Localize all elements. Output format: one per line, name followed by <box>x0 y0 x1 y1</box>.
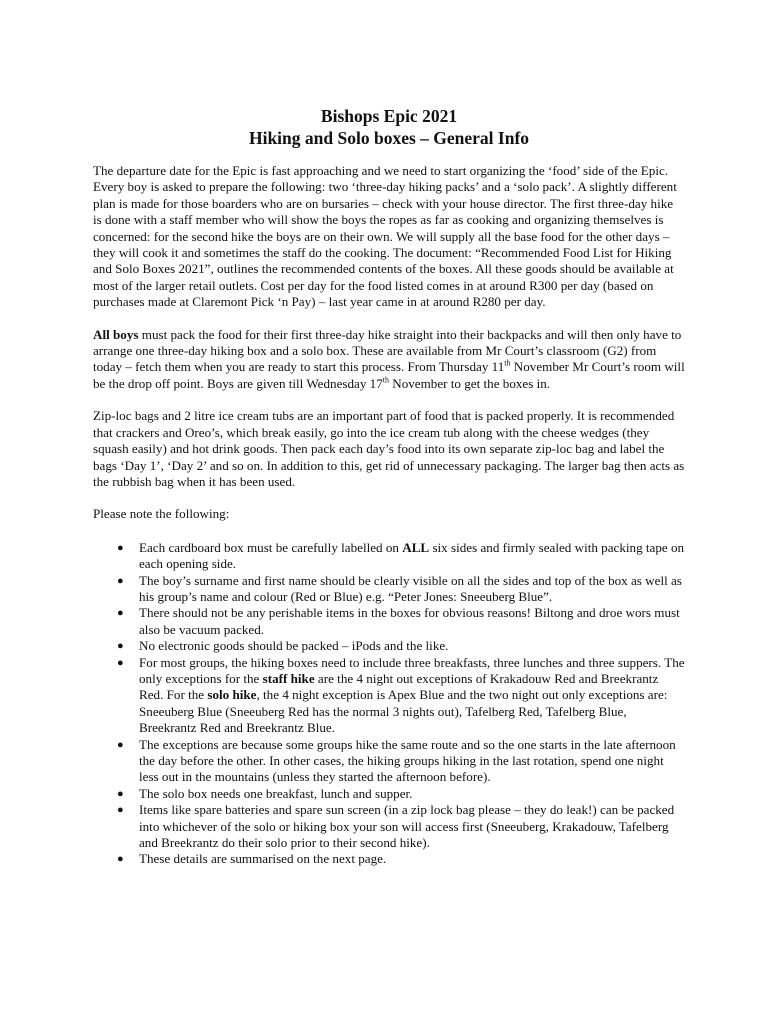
list-item <box>93 737 685 786</box>
bullet-icon: ● <box>117 607 124 620</box>
document-subtitle: Hiking and Solo boxes – General Info <box>248 128 530 148</box>
bullet-icon: ● <box>117 541 124 554</box>
list-item <box>93 638 685 654</box>
bullet-icon: ● <box>117 640 124 653</box>
list-item <box>93 851 685 867</box>
list-item-text: Items like spare batteries and spare sun screen (in a zip lock bag please – they do leak!) can be packed into whichever of the solo or hiking box your son will access first (Sneeuberg, Krakadouw, Tafelberg and Breekrantz do their solo prior to their second hike). <box>139 802 675 851</box>
document-title-block <box>93 105 685 149</box>
paragraph-all-boys <box>93 327 685 393</box>
list-item <box>93 802 685 851</box>
list-item-text: For most groups, the hiking boxes need to include three breakfasts, three lunches and three suppers. The only exceptions for the <box>139 654 685 686</box>
bullet-icon: ● <box>117 853 124 866</box>
bullet-icon: ● <box>117 574 124 587</box>
bullet-list <box>93 540 685 868</box>
list-item-text: Each cardboard box must be carefully labelled on <box>139 539 403 555</box>
bold-lead-text: All boys <box>93 326 139 342</box>
paragraph-text: November to get the boxes in. <box>388 375 551 391</box>
list-item <box>93 655 685 737</box>
bullet-icon: ● <box>117 804 124 817</box>
paragraph-zip-loc: Zip-loc bags and 2 litre ice cream tubs are an important part of food that is packed properly. It is recommended that crackers and Oreo’s, which break easily, go into the ice cream tub along with the cheese wedges (they squash easily) and hot drink goods. Then pack each day’s food into its own separate zip-loc bag and label the bags ‘Day 1’, ‘Day 2’ and so on. In addition to this, get rid of unnecessary packaging. The larger bag then acts as the rubbish bag when it has been used. <box>93 408 685 489</box>
list-item-text: The solo box needs one breakfast, lunch and supper. <box>139 785 413 801</box>
list-item-text: There should not be any perishable items in the boxes for obvious reasons! Biltong and droe wors must also be vacuum packed. <box>139 605 680 637</box>
list-item <box>93 786 685 802</box>
ordinal-suffix: th <box>504 359 511 369</box>
note-intro: Please note the following: <box>93 506 230 522</box>
list-item-text: , the 4 night exception is Apex Blue and the two night out only exceptions are: Sneeuberg Blue (Sneeuberg Red has the normal 3 nights out), Tafelberg Red, Tafelberg Blue, Breekrantz Red and Breekrantz Blue. <box>139 687 668 736</box>
bullet-icon: ● <box>117 787 124 800</box>
paragraph-intro: The departure date for the Epic is fast approaching and we need to start organizing the ‘food’ side of the Epic. Every boy is asked to prepare the following: two ‘three-day hiking packs’ and a ‘solo pack’. A slightly different plan is made for those boarders who are on bursaries – check with your house director. The first three-day hike is done with a staff member who will show the boys the ropes as far as cooking and organizing themselves is concerned: for the second hike the boys are on their own. We will supply all the base food for the other days – they will cook it and sometimes the staff do the cooking. The document: “Recommended Food List for Hiking and Solo Boxes 2021”, outlines the recommended contents of the boxes. All these goods should be available at most of the larger retail outlets. Cost per day for the food listed comes in at around R300 per day (based on purchases made at Claremont Pick ‘n Pay) – last year came in at around R280 per day. <box>93 163 677 310</box>
bullet-icon: ● <box>117 738 124 751</box>
bold-text: staff hike <box>262 670 315 686</box>
bold-text: solo hike <box>207 687 257 703</box>
list-item-text: No electronic goods should be packed – iPods and the like. <box>139 638 449 654</box>
paragraph-text: November Mr Court’s room will be the drop off point. Boys are given till Wednesday 17 <box>93 359 685 391</box>
document-title: Bishops Epic 2021 <box>320 106 458 126</box>
list-item-text: are the 4 night out exceptions of Krakadouw Red and Breekrantz Red. For the <box>139 670 659 703</box>
list-item-text: The boy’s surname and first name should be clearly visible on all the sides and top of the box as well as his group’s name and colour (Red or Blue) e.g. “Peter Jones: Sneeuberg Blue”. <box>139 572 682 604</box>
document-body <box>93 105 685 868</box>
list-item-text: six sides and firmly sealed with packing tape on each opening side. <box>139 539 685 572</box>
list-item-text: The exceptions are because some groups hike the same route and so the one starts in the late afternoon the day before the other. In other cases, the hiking groups hiking in the last rotation, spend one night less out in the mountains (unless they started the afternoon before). <box>139 736 676 785</box>
paragraph-text: must pack the food for their first three-day hike straight into their backpacks and will then only have to arrange one three-day hiking box and a solo box. These are available from Mr Court’s classroom (G2) from today – fetch them when you are ready to start this process. From Thursday 11 <box>93 326 682 375</box>
bold-text: ALL <box>402 539 430 555</box>
ordinal-suffix: th <box>382 375 389 385</box>
list-item <box>93 540 685 573</box>
bullet-icon: ● <box>117 656 124 669</box>
list-item <box>93 605 685 638</box>
list-item <box>93 573 685 606</box>
list-item-text: These details are summarised on the next page. <box>139 851 387 867</box>
